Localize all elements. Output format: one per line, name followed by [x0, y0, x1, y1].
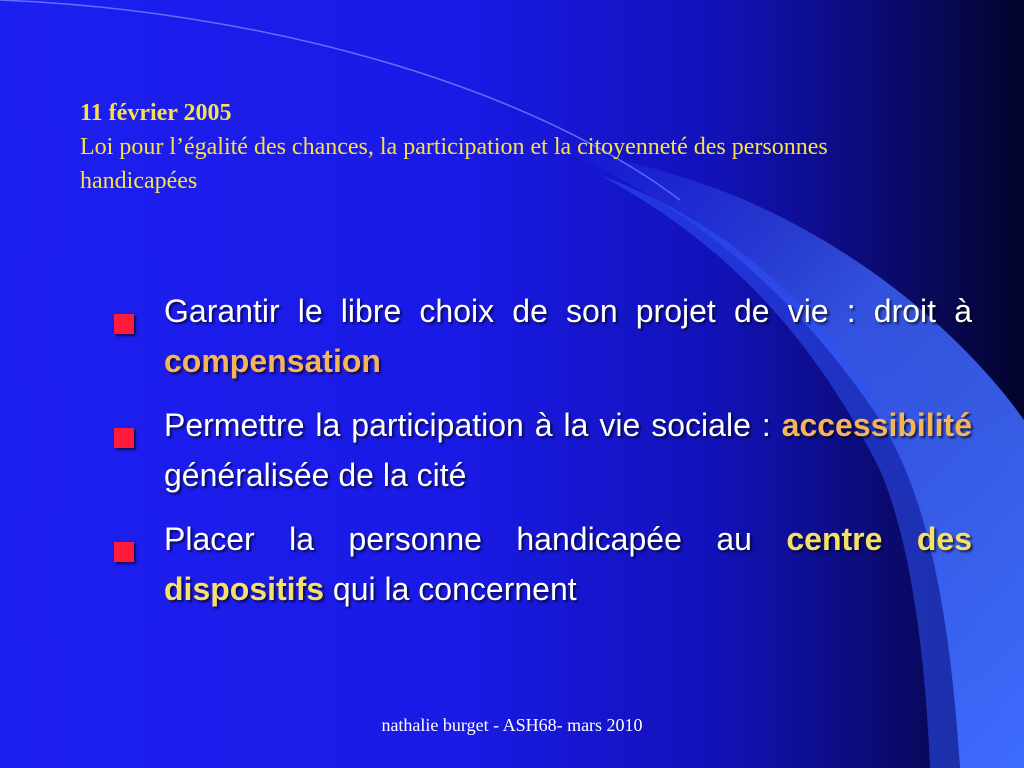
- bullet-highlight: centre des dispositifs: [164, 521, 973, 607]
- title-date: 11 février 2005: [80, 100, 232, 126]
- square-bullet-icon: [114, 428, 134, 448]
- title-subtitle: Loi pour l’égalité des chances, la participation et la citoyenneté des personnes handicapées: [80, 134, 828, 194]
- bullet-text-after: généralisée de la cité: [164, 457, 467, 493]
- slide-footer: nathalie burget - ASH68- mars 2010: [381, 715, 643, 735]
- bullet-text: Permettre la participation à la vie sociale :: [164, 407, 782, 443]
- bullet-item-centre-dispositifs: [110, 514, 972, 614]
- slide-title: [80, 96, 940, 198]
- bullet-item-accessibilite: [110, 400, 972, 500]
- bullet-highlight: accessibilité: [781, 407, 972, 443]
- bullet-text: Garantir le libre choix de son projet de vie : droit à: [164, 293, 972, 329]
- bullet-text-after: qui la concernent: [324, 571, 577, 607]
- bullet-item-compensation: [110, 286, 972, 386]
- bullet-highlight: compensation: [164, 343, 381, 379]
- square-bullet-icon: [114, 542, 134, 562]
- square-bullet-icon: [114, 314, 134, 334]
- bullet-text: Placer la personne handicapée au: [164, 521, 787, 557]
- bullet-list: [110, 286, 972, 628]
